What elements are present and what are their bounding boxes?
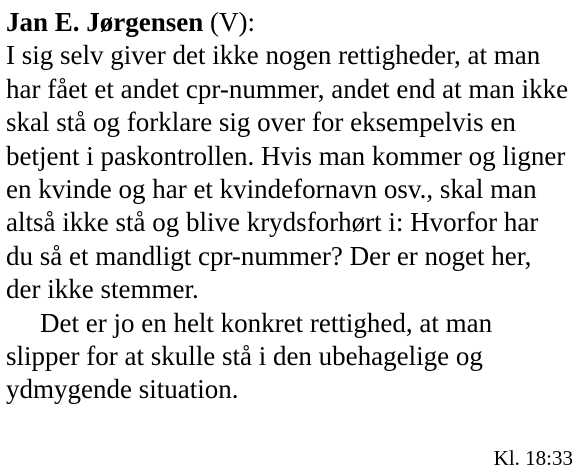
timestamp: Kl. 18:33	[493, 446, 573, 470]
speech-paragraph-1: I sig selv giver det ikke nogen rettigheder, at man har fået et andet cpr-nummer, andet end at man ikke skal stå og forklare sig over for eksempelvis en betjent i paskontrollen. Hvis man kommer og ligner en kvinde og har et kvindefornavn osv., skal man altså ikke stå og blive krydsforhørt i: Hvorfor har du så et mandligt cpr-nummer? Der er noget her, der ikke stemmer.	[6, 40, 569, 305]
speaker-line	[6, 6, 572, 39]
speech-paragraph-2: Det er jo en helt konkret rettighed, at man slipper for at skulle stå i den ubehagelige og ydmygende situation.	[6, 307, 493, 405]
speech-transcript	[6, 6, 572, 407]
speaker-name: Jan E. Jørgensen	[6, 7, 204, 37]
speaker-party: (V):	[210, 7, 256, 37]
